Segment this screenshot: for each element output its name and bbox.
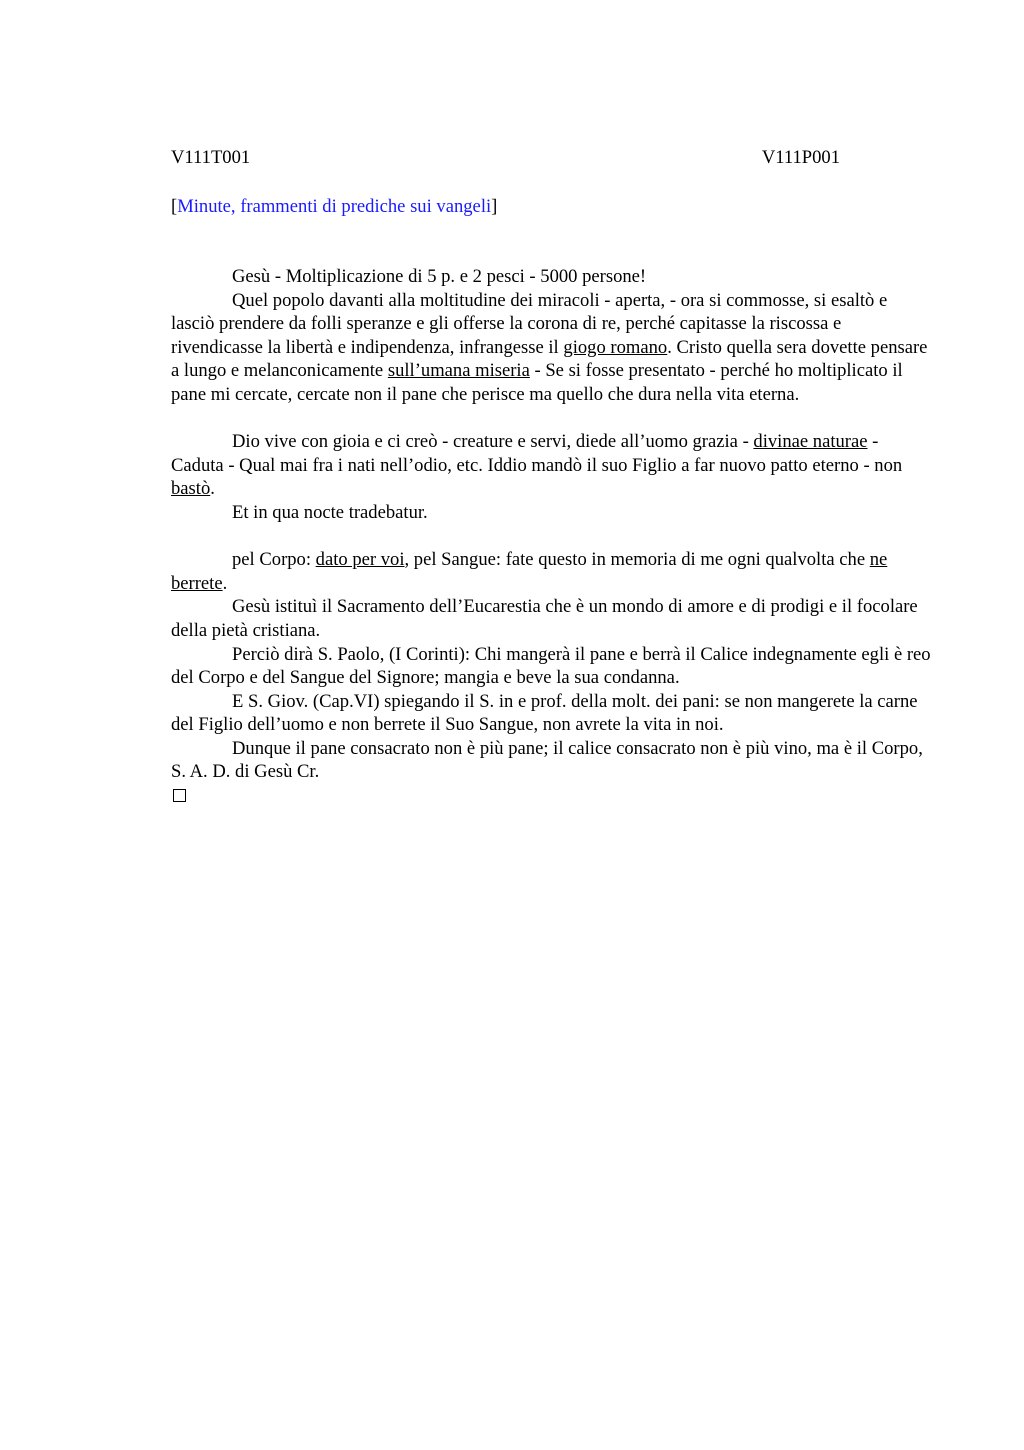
underlined-phrase: bastò xyxy=(171,478,211,500)
paragraph-2-part-c: - Se si fosse presentato - perché ho moltiplicato il pane mi cercate, cercate non il pane che perisce ma quello che dura nella vita eterna. xyxy=(171,360,903,405)
header-right-code: V111P001 xyxy=(761,147,840,168)
page-header xyxy=(171,146,840,170)
document-body xyxy=(171,265,931,809)
document-title xyxy=(171,195,497,219)
paragraph-5-part-a: pel Corpo: xyxy=(232,549,316,571)
paragraph-3-part-b: - Caduta - Qual mai fra i nati nell’odio, etc. Iddio mandò il suo Figlio a far nuovo patto eterno - non xyxy=(171,431,903,476)
underlined-phrase: divinae naturae xyxy=(753,431,868,453)
paragraph-2-part-b: . Cristo quella sera dovette pensare a lungo e melanconicamente xyxy=(171,336,928,382)
paragraph-5 xyxy=(171,548,931,595)
paragraph-1: Gesù - Moltiplicazione di 5 p. e 2 pesci - 5000 persone! xyxy=(232,266,647,287)
paragraph-3 xyxy=(171,430,931,501)
paragraph-8: E S. Giov. (Cap.VI) spiegando il S. in e prof. della molt. dei pani: se non mangerete la carne del Figlio dell’uomo e non berrete il Suo Sangue, non avrete la vita in noi. xyxy=(171,690,918,736)
underlined-phrase: dato per voi xyxy=(315,549,405,571)
paragraph-2 xyxy=(171,289,931,407)
paragraph-7: Perciò dirà S. Paolo, (I Corinti): Chi mangerà il pane e berrà il Calice indegnamente egli è reo del Corpo e del Sangue del Signore; mangia e beve la sua condanna. xyxy=(171,643,931,689)
paragraph-5-part-b: , pel Sangue: fate questo in memoria di me ogni qualvolta che xyxy=(404,549,870,571)
underlined-phrase: giogo romano xyxy=(563,336,668,358)
underlined-phrase: ne berrete xyxy=(171,549,888,594)
square-icon xyxy=(173,789,186,802)
paragraph-5-part-c: . xyxy=(222,572,228,594)
header-left-code: V111T001 xyxy=(171,147,251,168)
paragraph-2-part-a: Quel popolo davanti alla moltitudine dei miracoli - aperta, - ora si commosse, si esaltò e lasciò prendere da folli speranze e gli offerse la corona di re, perché capitasse la riscossa e rivendicasse la libertà e indipendenza, infrangesse il xyxy=(171,289,888,358)
title-close-bracket: ] xyxy=(491,196,498,217)
paragraph-3-part-a: Dio vive con gioia e ci creò - creature e servi, diede all’uomo grazia - xyxy=(232,431,754,453)
title-text: Minute, frammenti di prediche sui vangeli xyxy=(177,196,492,217)
paragraph-9: Dunque il pane consacrato non è più pane; il calice consacrato non è più vino, ma è il Corpo, S. A. D. di Gesù Cr. xyxy=(171,737,923,783)
underlined-phrase: sull’umana miseria xyxy=(387,360,530,382)
end-of-text-marker xyxy=(171,784,931,809)
paragraph-3-part-c: . xyxy=(210,478,215,500)
title-open-bracket: [ xyxy=(171,196,178,217)
paragraph-4: Et in qua nocte tradebatur. xyxy=(232,501,428,523)
paragraph-6: Gesù istituì il Sacramento dell’Eucarestia che è un mondo di amore e di prodigi e il focolare della pietà cristiana. xyxy=(171,596,918,641)
